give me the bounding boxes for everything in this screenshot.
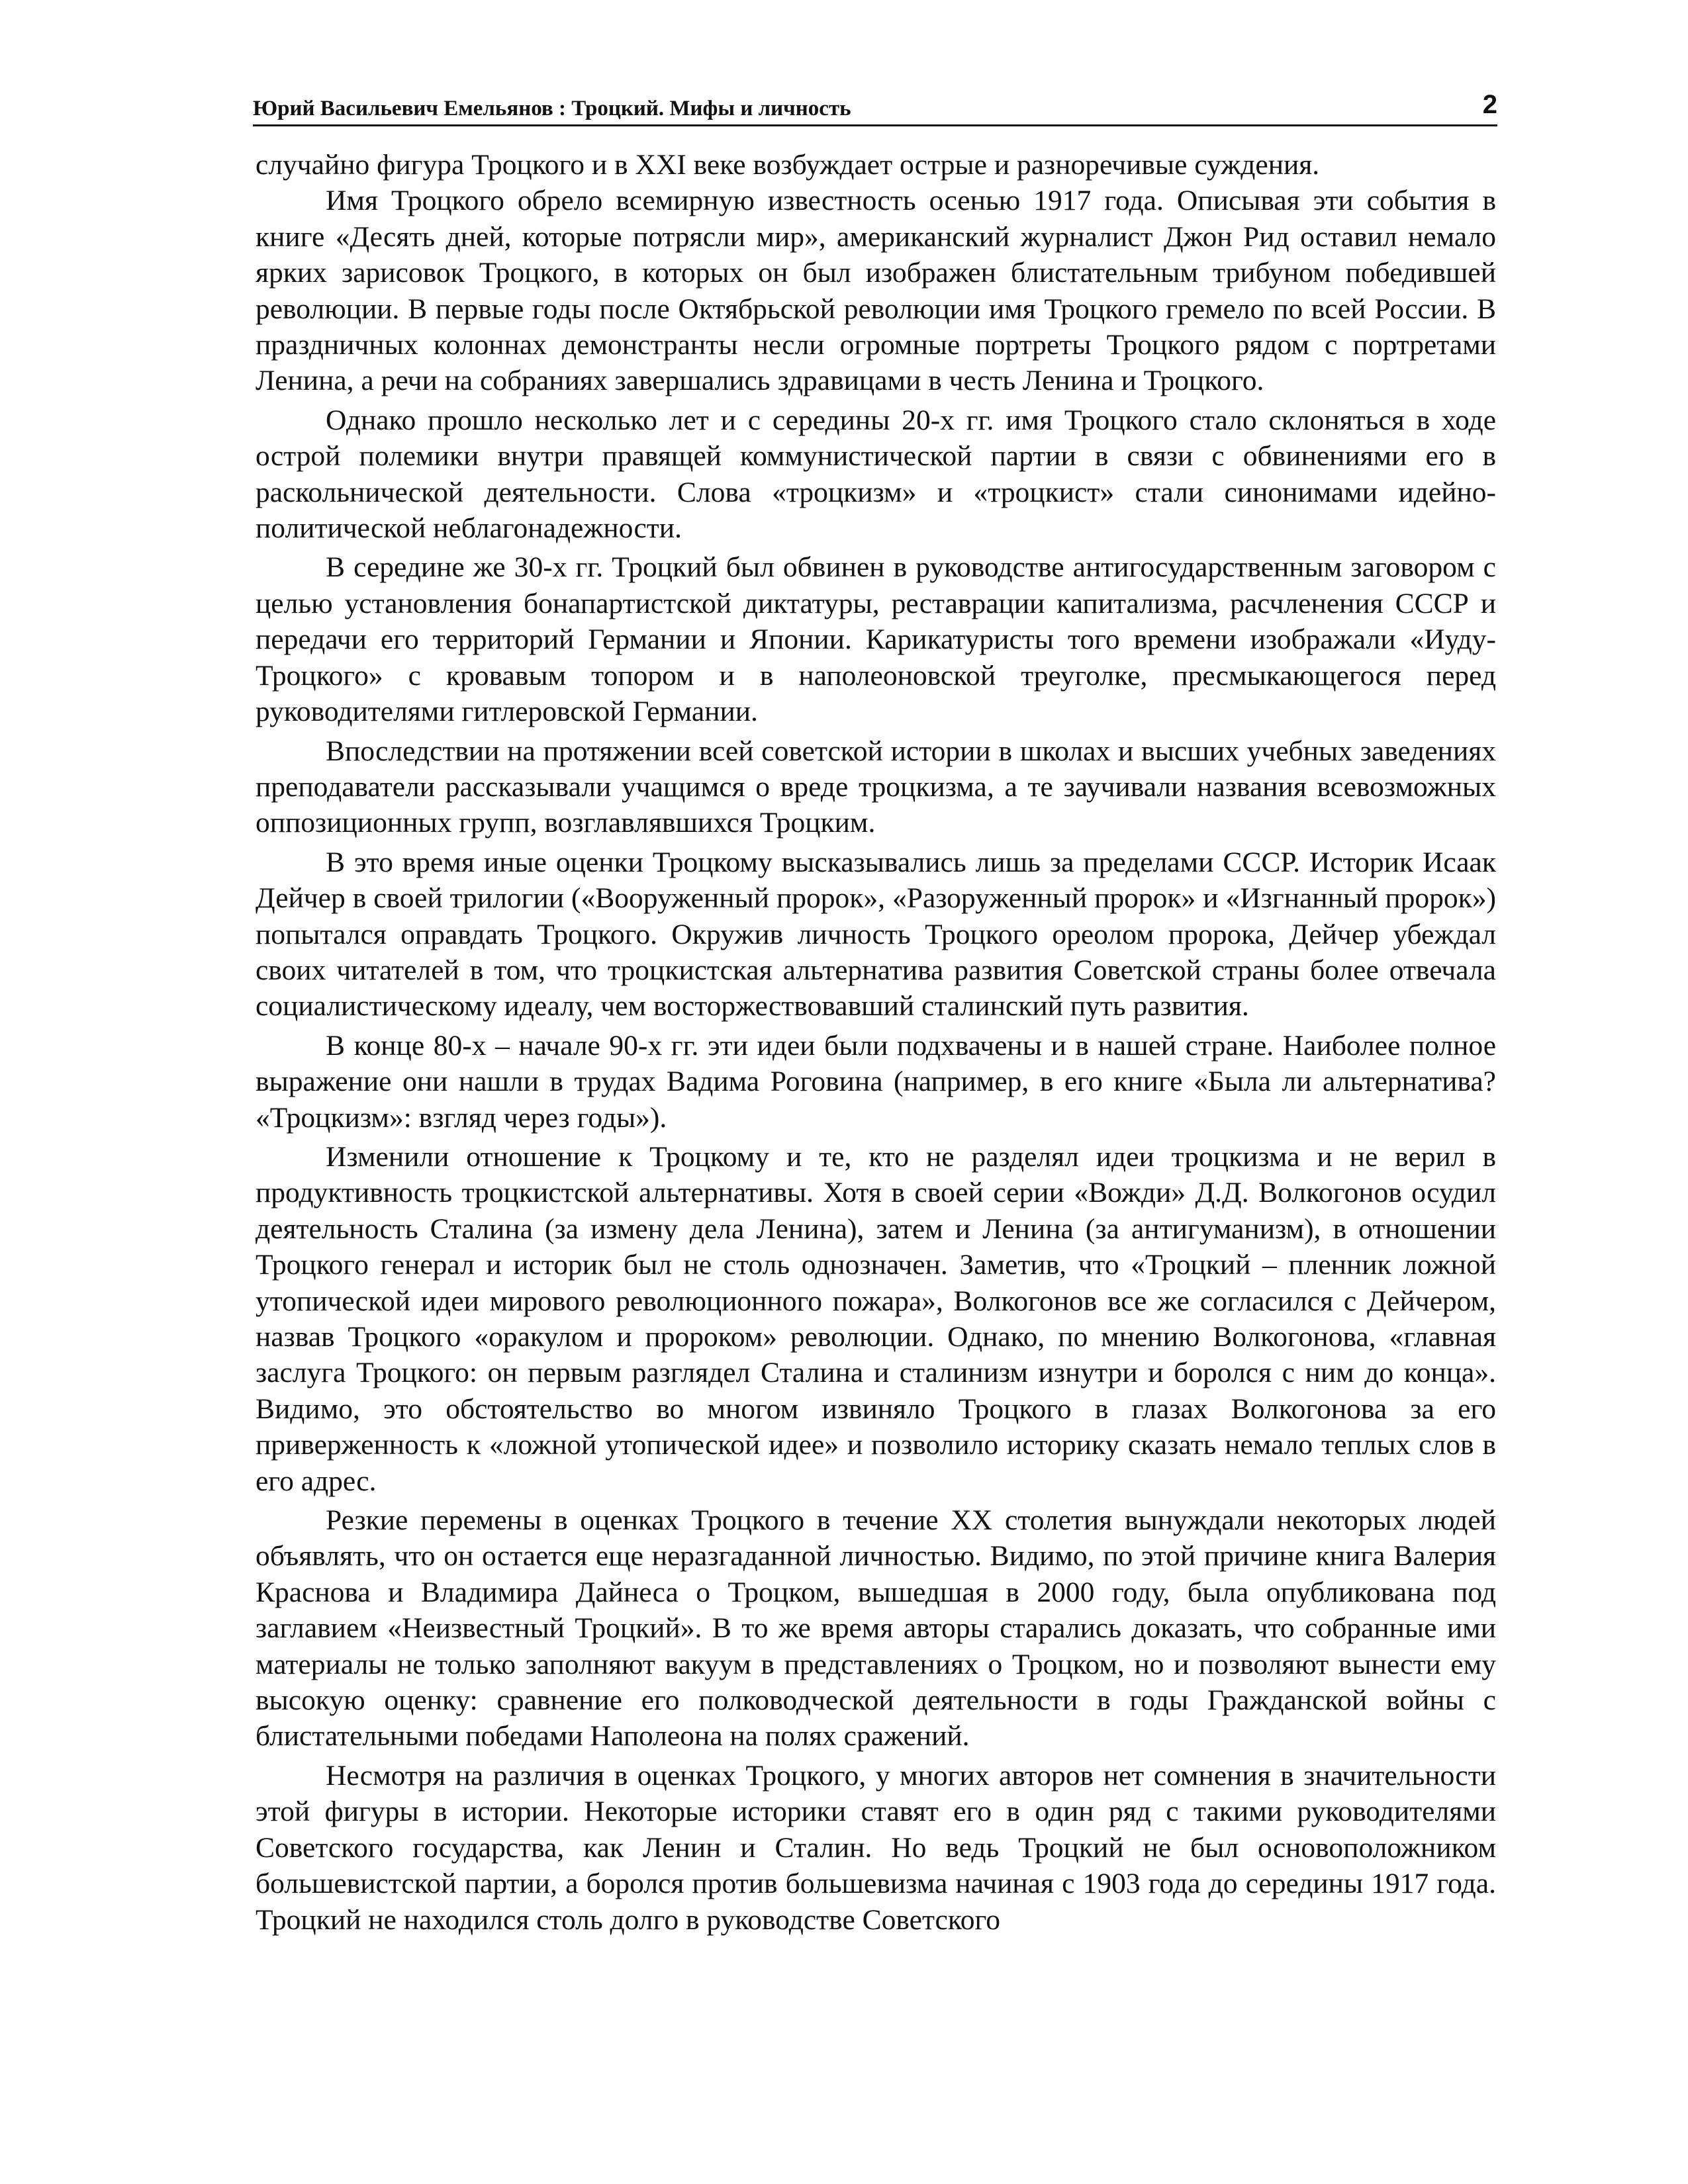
page-number: 2: [1482, 90, 1497, 119]
paragraph: Имя Троцкого обрело всемирную известность осенью 1917 года. Описывая эти события в книге «Десять дней, которые потрясли мир», американский журналист Джон Рид оставил немало ярких зарисовок Троцкого, в которых он был изображен блистательным трибуном победившей революции. В первые годы после Октябрьской революции имя Троцкого гремело по всей России. В праздничных колоннах демонстранты несли огромные портреты Троцкого рядом с портретами Ленина, а речи на собраниях завершались здравицами в честь Ленина и Троцкого.: [256, 185, 1496, 397]
paragraph: В конце 80-х – начале 90-х гг. эти идеи были подхвачены и в нашей стране. Наиболее полное выражение они нашли в трудах Вадима Роговина (например, в его книге «Была ли альтернатива? «Троцкизм»: взгляд через годы»).: [256, 1029, 1496, 1134]
paragraph: Изменили отношение к Троцкому и те, кто не разделял идеи троцкизма и не верил в продуктивность троцкистской альтернативы. Хотя в своей серии «Вожди» Д.Д. Волкогонов осудил деятельность Сталина (за измену дела Ленина), затем и Ленина (за антигуманизм), в отношении Троцкого генерал и историк был не столь однозначен. Заметив, что «Троцкий – пленник ложной утопической идеи мирового революционного пожара», Волкогонов все же согласился с Дейчером, назвав Троцкого «оракулом и пророком» революции. Однако, по мнению Волкогонова, «главная заслуга Троцкого: он первым разглядел Сталина и сталинизм изнутри и боролся с ним до конца». Видимо, это обстоятельство во многом извиняло Троцкого в глазах Волкогонова за его приверженность к «ложной утопической идее» и позволило историку сказать немало теплых слов в его адрес.: [256, 1140, 1496, 1497]
paragraph: В середине же 30-х гг. Троцкий был обвинен в руководстве антигосударственным заговором с целью установления бонапартистской диктатуры, реставрации капитализма, расчленения СССР и передачи его территорий Германии и Японии. Карикатуристы того времени изображали «Иуду-Троцкого» с кровавым топором и в наполеоновской треуголке, пресмыкающегося перед руководителями гитлеровской Германии.: [256, 551, 1496, 728]
paragraph: Впоследствии на протяжении всей советской истории в школах и высших учебных заведениях преподаватели рассказывали учащимся о вреде троцкизма, а те заучивали названия всевозможных оппозиционных групп, возглавлявшихся Троцким.: [256, 735, 1496, 839]
paragraph: Несмотря на различия в оценках Троцкого, у многих авторов нет сомнения в значительности этой фигуры в истории. Некоторые историки ставят его в один ряд с такими руководителями Советского государства, как Ленин и Сталин. Но ведь Троцкий не был основоположником большевистской партии, а боролся против большевизма начиная с 1903 года до середины 1917 года. Троцкий не находился столь долго в руководстве Советского: [256, 1759, 1496, 1936]
paragraph: В это время иные оценки Троцкому высказывались лишь за пределами СССР. Историк Исаак Дейчер в своей трилогии («Вооруженный пророк», «Разоруженный пророк» и «Изгнанный пророк») попытался оправдать Троцкого. Окружив личность Троцкого ореолом пророка, Дейчер убеждал своих читателей в том, что троцкистская альтернатива развития Советской страны более отвечала социалистическому идеалу, чем восторжествовавший сталинский путь развития.: [256, 846, 1496, 1023]
page-header: [253, 90, 1497, 126]
paragraph-continued: случайно фигура Троцкого и в XXI веке возбуждает острые и разноречивые суждения.: [256, 149, 1320, 181]
running-title: Юрий Васильевич Емельянов : Троцкий. Мифы и личность: [253, 97, 851, 120]
body-text: [256, 147, 1496, 1938]
paragraph: Резкие перемены в оценках Троцкого в течение XX столетия вынуждали некоторых людей объявлять, что он остается еще неразгаданной личностью. Видимо, по этой причине книга Валерия Краснова и Владимира Дайнеса о Троцком, вышедшая в 2000 году, была опубликована под заглавием «Неизвестный Троцкий». В то же время авторы старались доказать, что собранные ими материалы не только заполняют вакуум в представлениях о Троцком, но и позволяют вынести ему высокую оценку: сравнение его полководческой деятельности в годы Гражданской войны с блистательными победами Наполеона на полях сражений.: [256, 1504, 1496, 1752]
paragraph: Однако прошло несколько лет и с середины 20-х гг. имя Троцкого стало склоняться в ходе острой полемики внутри правящей коммунистической партии в связи с обвинениями его в раскольнической деятельности. Слова «троцкизм» и «троцкист» стали синонимами идейно-политической неблагонадежности.: [256, 404, 1496, 545]
